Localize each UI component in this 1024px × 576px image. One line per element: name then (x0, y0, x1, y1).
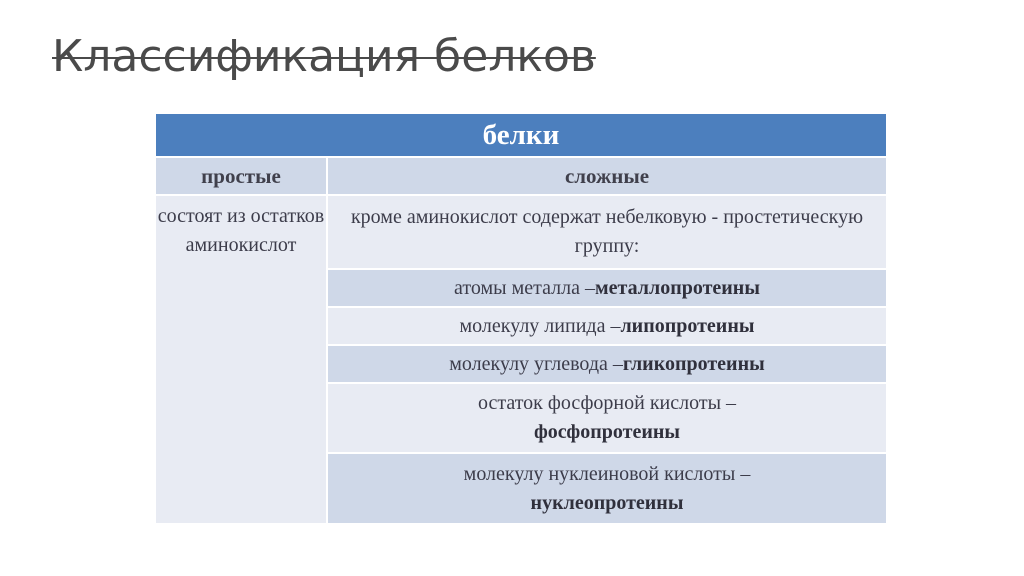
table-row (328, 346, 886, 382)
column-header-simple: простые (156, 158, 326, 194)
complex-intro-cell: кроме аминокислот содержат небелковую - простетическую группу: (328, 196, 886, 268)
row-prefix: молекулу углевода – (449, 352, 623, 375)
row-term: нуклеопротеины (530, 491, 684, 514)
row-prefix: атомы металла – (454, 276, 596, 299)
row-prefix: остаток фосфорной кислоты – (477, 392, 737, 414)
table-row (328, 270, 886, 306)
column-header-complex: сложные (328, 158, 886, 194)
slide-title: Классификация белков (52, 31, 596, 82)
row-term: фосфопротеины (533, 421, 681, 443)
table-header: белки (156, 114, 886, 158)
table-row (328, 308, 886, 344)
simple-proteins-description: состоят из остатков аминокислот (156, 196, 326, 523)
row-term: гликопротеины (622, 352, 765, 375)
protein-classification-table (156, 114, 886, 523)
row-term: липопротеины (620, 314, 755, 337)
table-row (328, 384, 886, 452)
row-prefix: молекулу липида – (459, 314, 621, 337)
table-row (328, 454, 886, 523)
row-term: металлопротеины (595, 276, 760, 299)
row-prefix: молекулу нуклеиновой кислоты – (463, 462, 751, 485)
